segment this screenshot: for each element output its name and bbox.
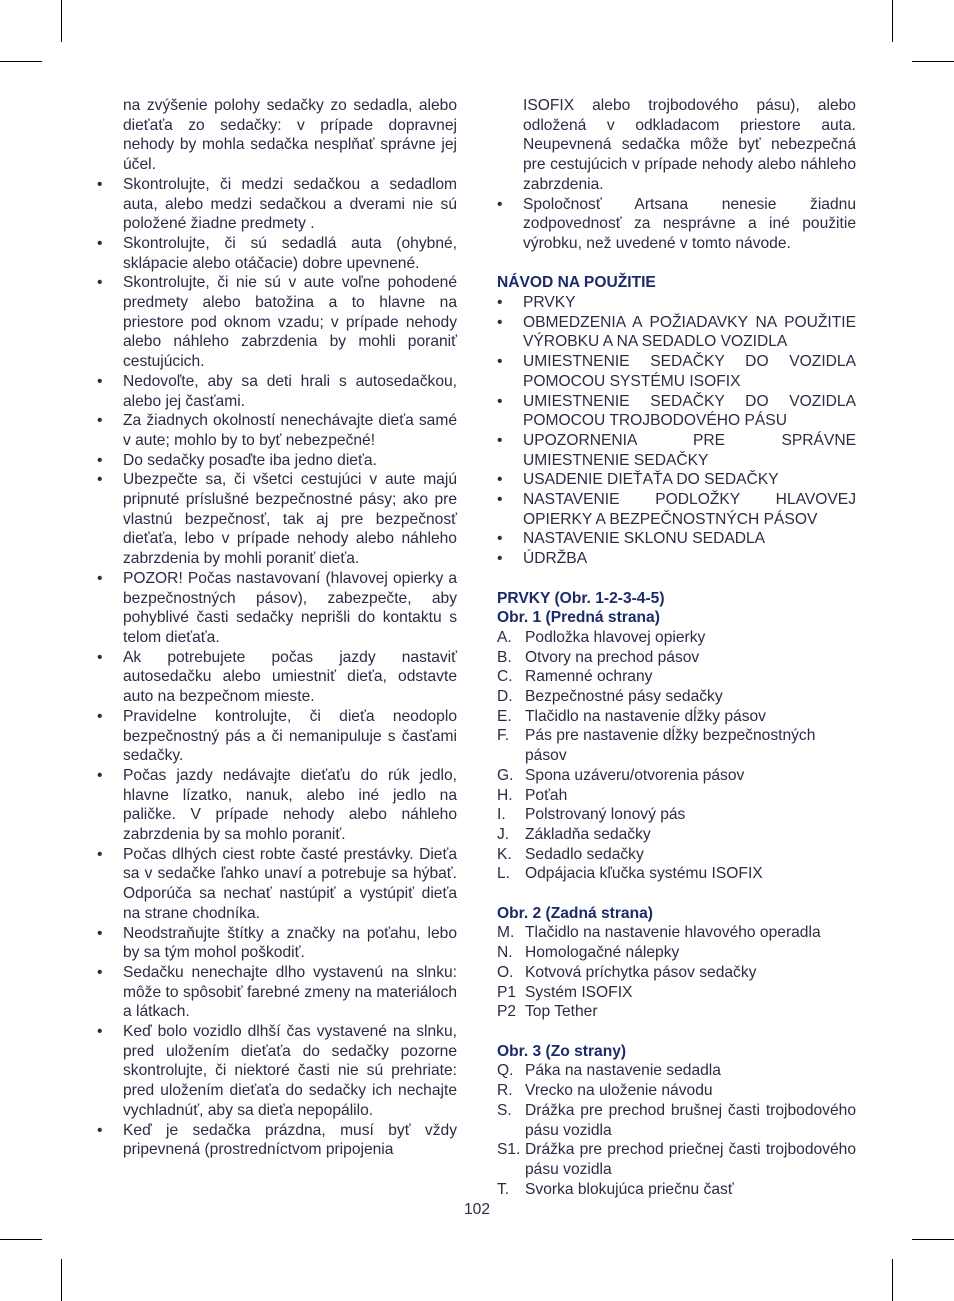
continued-paragraph: ISOFIX alebo trojbodového pásu), alebo odložená v odkladacom priestore auta. Neupevnená sedačka môže byť nebezpečná pre cestujúcich v prípade nehody alebo náhleho zabrzdenia. <box>523 97 856 193</box>
contents-item: • UMIESTNENIE SEDAČKY DO VOZIDLA POMOCOU SYSTÉMU ISOFIX <box>497 352 856 391</box>
section-heading-navod: NÁVOD NA POUŽITIE <box>497 274 656 292</box>
bullet-item: • Ak potrebujete počas jazdy nastaviť autosedačku alebo umiestniť dieťa, odstavte auto na bezpečnom mieste. <box>97 648 457 707</box>
crop-mark <box>892 1259 893 1301</box>
contents-item: • UMIESTNENIE SEDAČKY DO VOZIDLA POMOCOU TROJBODOVÉHO PÁSU <box>497 392 856 431</box>
bullet-item: • Skontrolujte, či medzi sedačkou a sedadlom auta, alebo medzi sedačkou a dverami nie sú položené žiadne predmety . <box>97 175 457 234</box>
component-item: P1 Systém ISOFIX <box>497 983 633 1001</box>
contents-item: • NASTAVENIE SKLONU SEDADLA <box>497 529 856 549</box>
bullet-item: • Keď bolo vozidlo dlhší čas vystavené na slnku, pred uložením dieťaťa do sedačky pozorne skontrolujte, či niektoré časti nie sú prehriate: pred uložením dieťaťa do sedačky ich nechajte vychladnúť, aby sa dieťa nepopálilo. <box>97 1022 457 1121</box>
bullet-item: • Neodstraňujte štítky a značky na poťahu, lebo by sa tým mohol poškodiť. <box>97 924 457 963</box>
component-item: N. Homologačné nálepky <box>497 944 680 962</box>
component-item: S1. Drážka pre prechod priečnej časti trojbodového pásu vozidla <box>497 1141 856 1178</box>
component-item: C. Ramenné ochrany <box>497 668 653 686</box>
component-item: E. Tlačidlo na nastavenie dĺžky pásov <box>497 707 766 725</box>
crop-mark <box>0 1239 42 1240</box>
contents-list <box>497 293 856 569</box>
component-item: P2 Top Tether <box>497 1003 598 1021</box>
contents-item: • OBMEDZENIA A POŽIADAVKY NA POUŽITIE VÝROBKU A NA SEDADLO VOZIDLA <box>497 313 856 352</box>
bullet-item: • Za žiadnych okolností nenechávajte dieťa samé v aute; mohlo by to byť nebezpečné! <box>97 411 457 450</box>
bullet-item: • POZOR! Počas nastavovaní (hlavovej opierky a bezpečnostných pásov), zabezpečte, aby pohyblivé časti sedačky neprišli do kontaktu s telom dieťaťa. <box>97 569 457 648</box>
contents-item: • ÚDRŽBA <box>497 549 856 569</box>
contents-item: • NASTAVENIE PODLOŽKY HLAVOVEJ OPIERKY A BEZPEČNOSTNÝCH PÁSOV <box>497 490 856 529</box>
bullet-item: • Keď je sedačka prázdna, musí byť vždy pripevnená (prostredníctvom pripojenia <box>97 1121 457 1160</box>
component-item: L. Odpájacia kľučka systému ISOFIX <box>497 865 763 883</box>
bullet-item: • Počas dlhých ciest robte časté prestávky. Dieťa sa v sedačke ľahko unaví a potrebuje sa hýbať. Odporúča sa nechať nastúpiť a vystúpiť dieťa na strane chodníka. <box>97 845 457 924</box>
bullet-item: • Sedačku nenechajte dlho vystavenú na slnku: môže to spôsobiť farebné zmeny na materiáloch a látkach. <box>97 963 457 1022</box>
crop-mark <box>61 0 62 42</box>
continued-paragraph: na zvýšenie polohy sedačky zo sedadla, alebo dieťaťa zo sedačky: v prípade dopravnej nehody by mohla sedačka nesplňať správne jej účel. <box>123 97 457 174</box>
component-item: H. Poťah <box>497 786 568 804</box>
right-column <box>497 96 856 1199</box>
crop-mark <box>912 1239 954 1240</box>
component-item: K. Sedadlo sedačky <box>497 845 644 863</box>
component-item: I. Polstrovaný lonový pás <box>497 806 686 824</box>
bullet-item: • Pravidelne kontrolujte, či dieťa neodoplo bezpečnostný pás a či nemanipuluje s časťami sedačky. <box>97 707 457 766</box>
page-number: 102 <box>463 1201 491 1218</box>
bullet-item: • Počas jazdy nedávajte dieťaťu do rúk jedlo, hlavne lízatko, nanuk, alebo iné jedlo na paličke. V prípade nehody alebo náhleho zabrzdenia by sa mohlo poraniť. <box>97 766 457 845</box>
safety-bullet-list <box>97 175 457 1160</box>
artsana-bullet-list <box>497 195 856 254</box>
component-item: M. Tlačidlo na nastavenie hlavového operadla <box>497 924 821 942</box>
crop-mark <box>0 61 42 62</box>
bullet-item: • Ubezpečte sa, či všetci cestujúci v aute majú pripnuté príslušné bezpečnostné pásy; ako pre vlastnú bezpečnosť, tak aj pre bezpečnosť dieťaťa, lebo v prípade nehody alebo náhleho zabrzdenia by mohli poraniť dieťa. <box>97 470 457 569</box>
bullet-item: • Nedovoľte, aby sa deti hrali s autosedačkou, alebo jej časťami. <box>97 372 457 411</box>
component-item: A. Podložka hlavovej opierky <box>497 628 706 646</box>
component-item: F. Pás pre nastavenie dĺžky bezpečnostných pásov <box>497 727 816 765</box>
obr2-list <box>497 923 856 1022</box>
bullet-item: • Do sedačky posaďte iba jedno dieťa. <box>97 451 457 471</box>
contents-item: • USADENIE DIEŤAŤA DO SEDAČKY <box>497 470 856 490</box>
left-column <box>97 96 457 1160</box>
subheading-obr2: Obr. 2 (Zadná strana) <box>497 904 653 922</box>
subheading-obr3: Obr. 3 (Zo strany) <box>497 1042 627 1060</box>
component-item: O. Kotvová príchytka pásov sedačky <box>497 963 757 981</box>
contents-item: • PRVKY <box>497 293 856 313</box>
bullet-item: • Skontrolujte, či sú sedadlá auta (ohybné, sklápacie alebo otáčacie) dobre upevnené. <box>97 234 457 273</box>
component-item: B. Otvory na prechod pásov <box>497 648 700 666</box>
bullet-item: • Skontrolujte, či nie sú v aute voľne pohodené predmety alebo batožina a to hlavne na priestore pod oknom vzadu; v prípade nehody alebo náhleho zabrzdenia by mohli poraniť cestujúcich. <box>97 273 457 372</box>
contents-item: • UPOZORNENIA PRE SPRÁVNE UMIESTNENIE SEDAČKY <box>497 431 856 470</box>
bullet-item: • Spoločnosť Artsana nenesie žiadnu zodpovednosť za nesprávne a iné použitie výrobku, než uvedené v tomto návode. <box>497 195 856 254</box>
component-item: S. Drážka pre prechod brušnej časti trojbodového pásu vozidla <box>497 1101 856 1139</box>
obr1-list <box>497 628 856 884</box>
obr3-list <box>497 1061 856 1199</box>
subheading-obr1: Obr. 1 (Predná strana) <box>497 609 660 627</box>
component-item: R. Vrecko na uloženie návodu <box>497 1082 713 1100</box>
crop-mark <box>61 1259 62 1301</box>
crop-mark <box>912 61 954 62</box>
component-item: G. Spona uzáveru/otvorenia pásov <box>497 766 745 784</box>
component-item: J. Základňa sedačky <box>497 825 651 843</box>
component-item: D. Bezpečnostné pásy sedačky <box>497 688 723 706</box>
component-item: Q. Páka na nastavenie sedadla <box>497 1062 721 1080</box>
component-item: T. Svorka blokujúca priečnu časť <box>497 1180 734 1198</box>
section-heading-prvky: PRVKY (Obr. 1-2-3-4-5) <box>497 589 665 607</box>
crop-mark <box>892 0 893 42</box>
